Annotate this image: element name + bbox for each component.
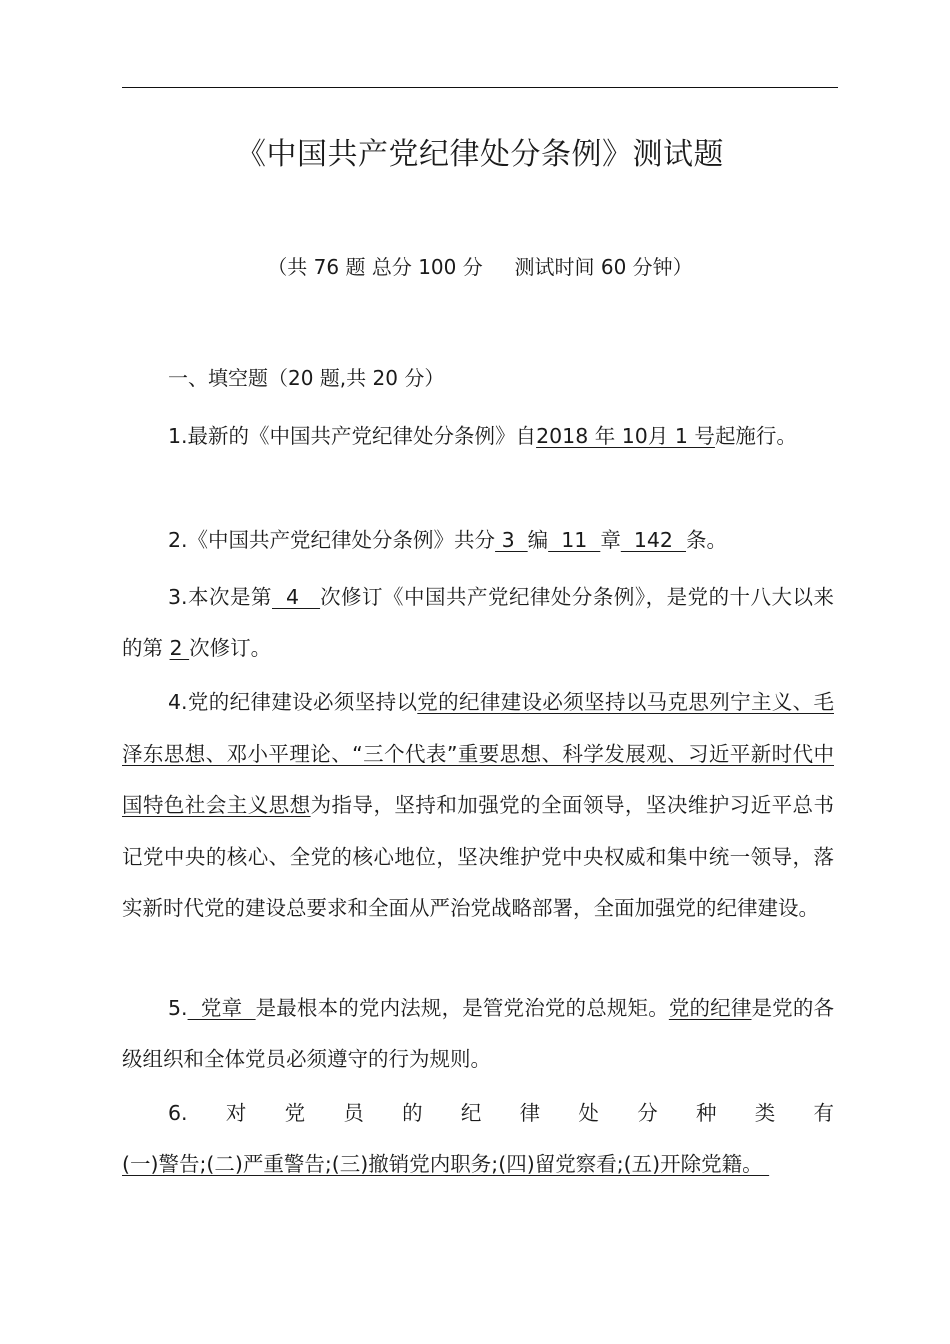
question-text: 是党的各级组织和全体党员必须遵守的行为规则。	[122, 996, 835, 1071]
answer-blank: 3	[495, 528, 528, 552]
question-text: 次修订。	[189, 636, 272, 660]
answer-blank: 142	[620, 528, 687, 552]
document-subtitle: （共 76 题 总分 100 分 测试时间 60 分钟）	[267, 255, 693, 279]
question-2	[122, 515, 834, 566]
question-text: 6.对党员的纪律处分种类有	[168, 1101, 834, 1125]
answer-blank: 4	[272, 585, 321, 609]
question-text: 章	[600, 528, 621, 552]
question-text: 为指导，坚持和加强党的全面领导，坚决维护习近平总书记党中央的核心、全党的核心地位，坚决维护党中央权威和集中统一领导，落实新时代党的建设总要求和全面从严治党战略部署，全面加强党的纪律建设。	[122, 793, 835, 920]
question-text: 1.最新的《中国共产党纪律处分条例》自	[168, 424, 537, 448]
question-3	[122, 572, 834, 674]
question-5	[122, 983, 834, 1085]
question-text: 起施行。	[714, 424, 797, 448]
question-text: 次修订《中国共产党纪律处分条例》，是党的十八大以来的第	[122, 585, 835, 660]
question-text: 2.《中国共产党纪律处分条例》共分	[168, 528, 496, 552]
question-text: 4.党的纪律建设必须坚持以	[168, 690, 418, 714]
answer-blank: 党的纪律	[668, 996, 752, 1020]
header-rule	[122, 87, 838, 88]
answer-blank: 2	[169, 636, 190, 660]
answer-blank: 2018 年 10月 1 号	[536, 424, 715, 448]
question-4	[122, 677, 834, 935]
question-text: 编	[527, 528, 549, 552]
question-text: 条。	[686, 528, 728, 552]
answer-blank: 党章	[187, 996, 256, 1020]
question-1	[122, 411, 834, 462]
question-text: 是最根本的党内法规，是管党治党的总规矩。	[255, 996, 669, 1020]
answer-blank: 党的纪律建设必须坚持以马克思列宁主义、毛泽东思想、邓小平理论、“三个代表”重要思想、科学发展观、习近平新时代中国特色社会主义思想	[122, 690, 834, 817]
answer-blank: 11	[548, 528, 601, 552]
document-title: 《中国共产党纪律处分条例》测试题	[236, 137, 724, 172]
question-text: 3.本次是第	[168, 585, 272, 609]
question-text: 5.	[168, 996, 188, 1020]
question-6	[122, 1088, 834, 1190]
answer-blank: (一)警告;(二)严重警告;(三)撤销党内职务;(四)留党察看;(五)开除党籍。	[122, 1152, 770, 1176]
section-heading: 一、填空题（20 题,共 20 分）	[168, 366, 445, 390]
